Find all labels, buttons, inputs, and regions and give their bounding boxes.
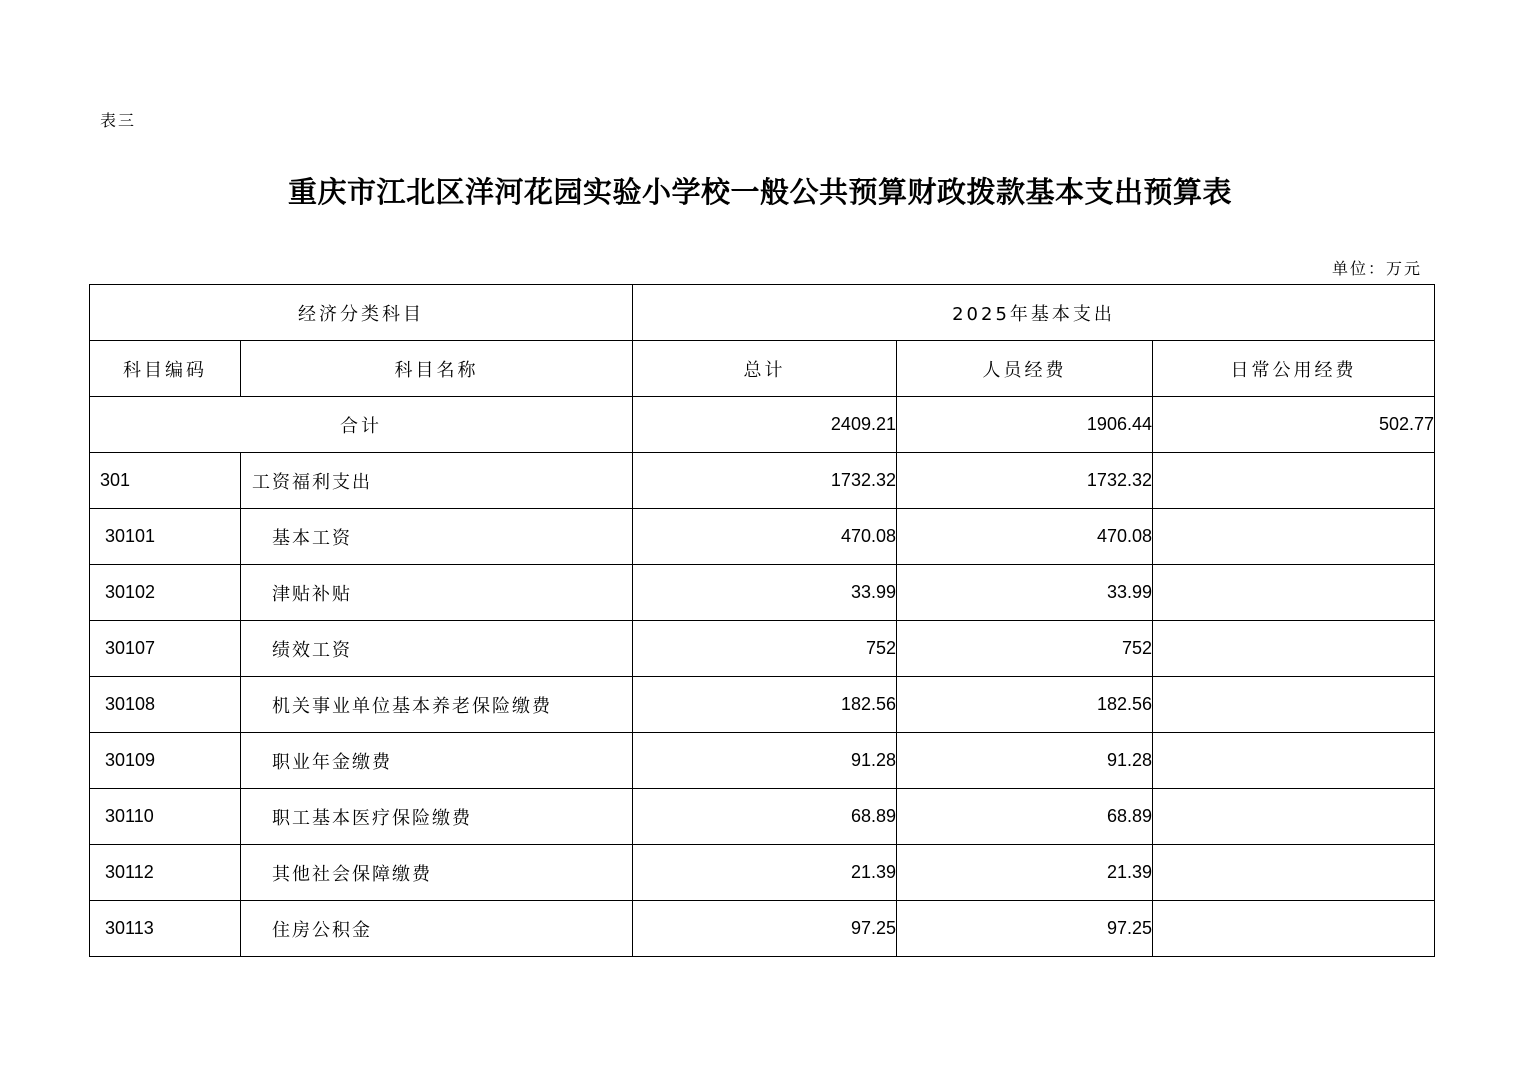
row-code: 30110 (90, 789, 241, 845)
row-public (1153, 733, 1435, 789)
row-code: 30109 (90, 733, 241, 789)
row-public (1153, 565, 1435, 621)
row-personnel: 68.89 (897, 789, 1153, 845)
total-label: 合计 (90, 397, 633, 453)
row-name: 基本工资 (241, 509, 633, 565)
table-row (90, 453, 1435, 509)
table-row (90, 789, 1435, 845)
row-code: 30112 (90, 845, 241, 901)
row-public (1153, 901, 1435, 957)
header-personnel: 人员经费 (897, 341, 1153, 397)
row-name: 住房公积金 (241, 901, 633, 957)
budget-table (89, 284, 1435, 957)
row-total: 68.89 (633, 789, 897, 845)
row-code: 30108 (90, 677, 241, 733)
row-total: 1732.32 (633, 453, 897, 509)
header-total: 总计 (633, 341, 897, 397)
header-econ-class: 经济分类科目 (90, 285, 633, 341)
table-row (90, 733, 1435, 789)
row-total: 33.99 (633, 565, 897, 621)
row-total: 21.39 (633, 845, 897, 901)
header-public: 日常公用经费 (1153, 341, 1435, 397)
row-total: 752 (633, 621, 897, 677)
row-public (1153, 621, 1435, 677)
row-personnel: 97.25 (897, 901, 1153, 957)
total-public: 502.77 (1153, 397, 1435, 453)
table-row (90, 621, 1435, 677)
table-row (90, 845, 1435, 901)
row-name: 职工基本医疗保险缴费 (241, 789, 633, 845)
table-number-label: 表三 (100, 111, 137, 130)
row-total: 470.08 (633, 509, 897, 565)
table-row (90, 677, 1435, 733)
row-code: 30101 (90, 509, 241, 565)
row-total: 91.28 (633, 733, 897, 789)
total-row (90, 397, 1435, 453)
row-name: 津贴补贴 (241, 565, 633, 621)
row-public (1153, 509, 1435, 565)
row-name: 其他社会保障缴费 (241, 845, 633, 901)
row-name: 职业年金缴费 (241, 733, 633, 789)
header-code: 科目编码 (90, 341, 241, 397)
row-personnel: 33.99 (897, 565, 1153, 621)
row-public (1153, 677, 1435, 733)
header-row-1 (90, 285, 1435, 341)
table-row (90, 565, 1435, 621)
row-public (1153, 453, 1435, 509)
row-public (1153, 789, 1435, 845)
header-row-2 (90, 341, 1435, 397)
row-name: 工资福利支出 (241, 453, 633, 509)
row-public (1153, 845, 1435, 901)
row-personnel: 21.39 (897, 845, 1153, 901)
row-total: 97.25 (633, 901, 897, 957)
row-code: 30113 (90, 901, 241, 957)
row-personnel: 91.28 (897, 733, 1153, 789)
row-personnel: 470.08 (897, 509, 1153, 565)
header-name: 科目名称 (241, 341, 633, 397)
row-personnel: 752 (897, 621, 1153, 677)
row-total: 182.56 (633, 677, 897, 733)
row-name: 绩效工资 (241, 621, 633, 677)
document-title: 重庆市江北区洋河花园实验小学校一般公共预算财政拨款基本支出预算表 (287, 175, 1232, 209)
row-personnel: 1732.32 (897, 453, 1153, 509)
table-row (90, 509, 1435, 565)
unit-label: 单位：万元 (1331, 259, 1422, 278)
row-code: 301 (90, 453, 241, 509)
header-basic-expense: 2025年基本支出 (633, 285, 1435, 341)
total-amount: 2409.21 (633, 397, 897, 453)
table-row (90, 901, 1435, 957)
row-name: 机关事业单位基本养老保险缴费 (241, 677, 633, 733)
total-personnel: 1906.44 (897, 397, 1153, 453)
row-code: 30107 (90, 621, 241, 677)
row-code: 30102 (90, 565, 241, 621)
row-personnel: 182.56 (897, 677, 1153, 733)
